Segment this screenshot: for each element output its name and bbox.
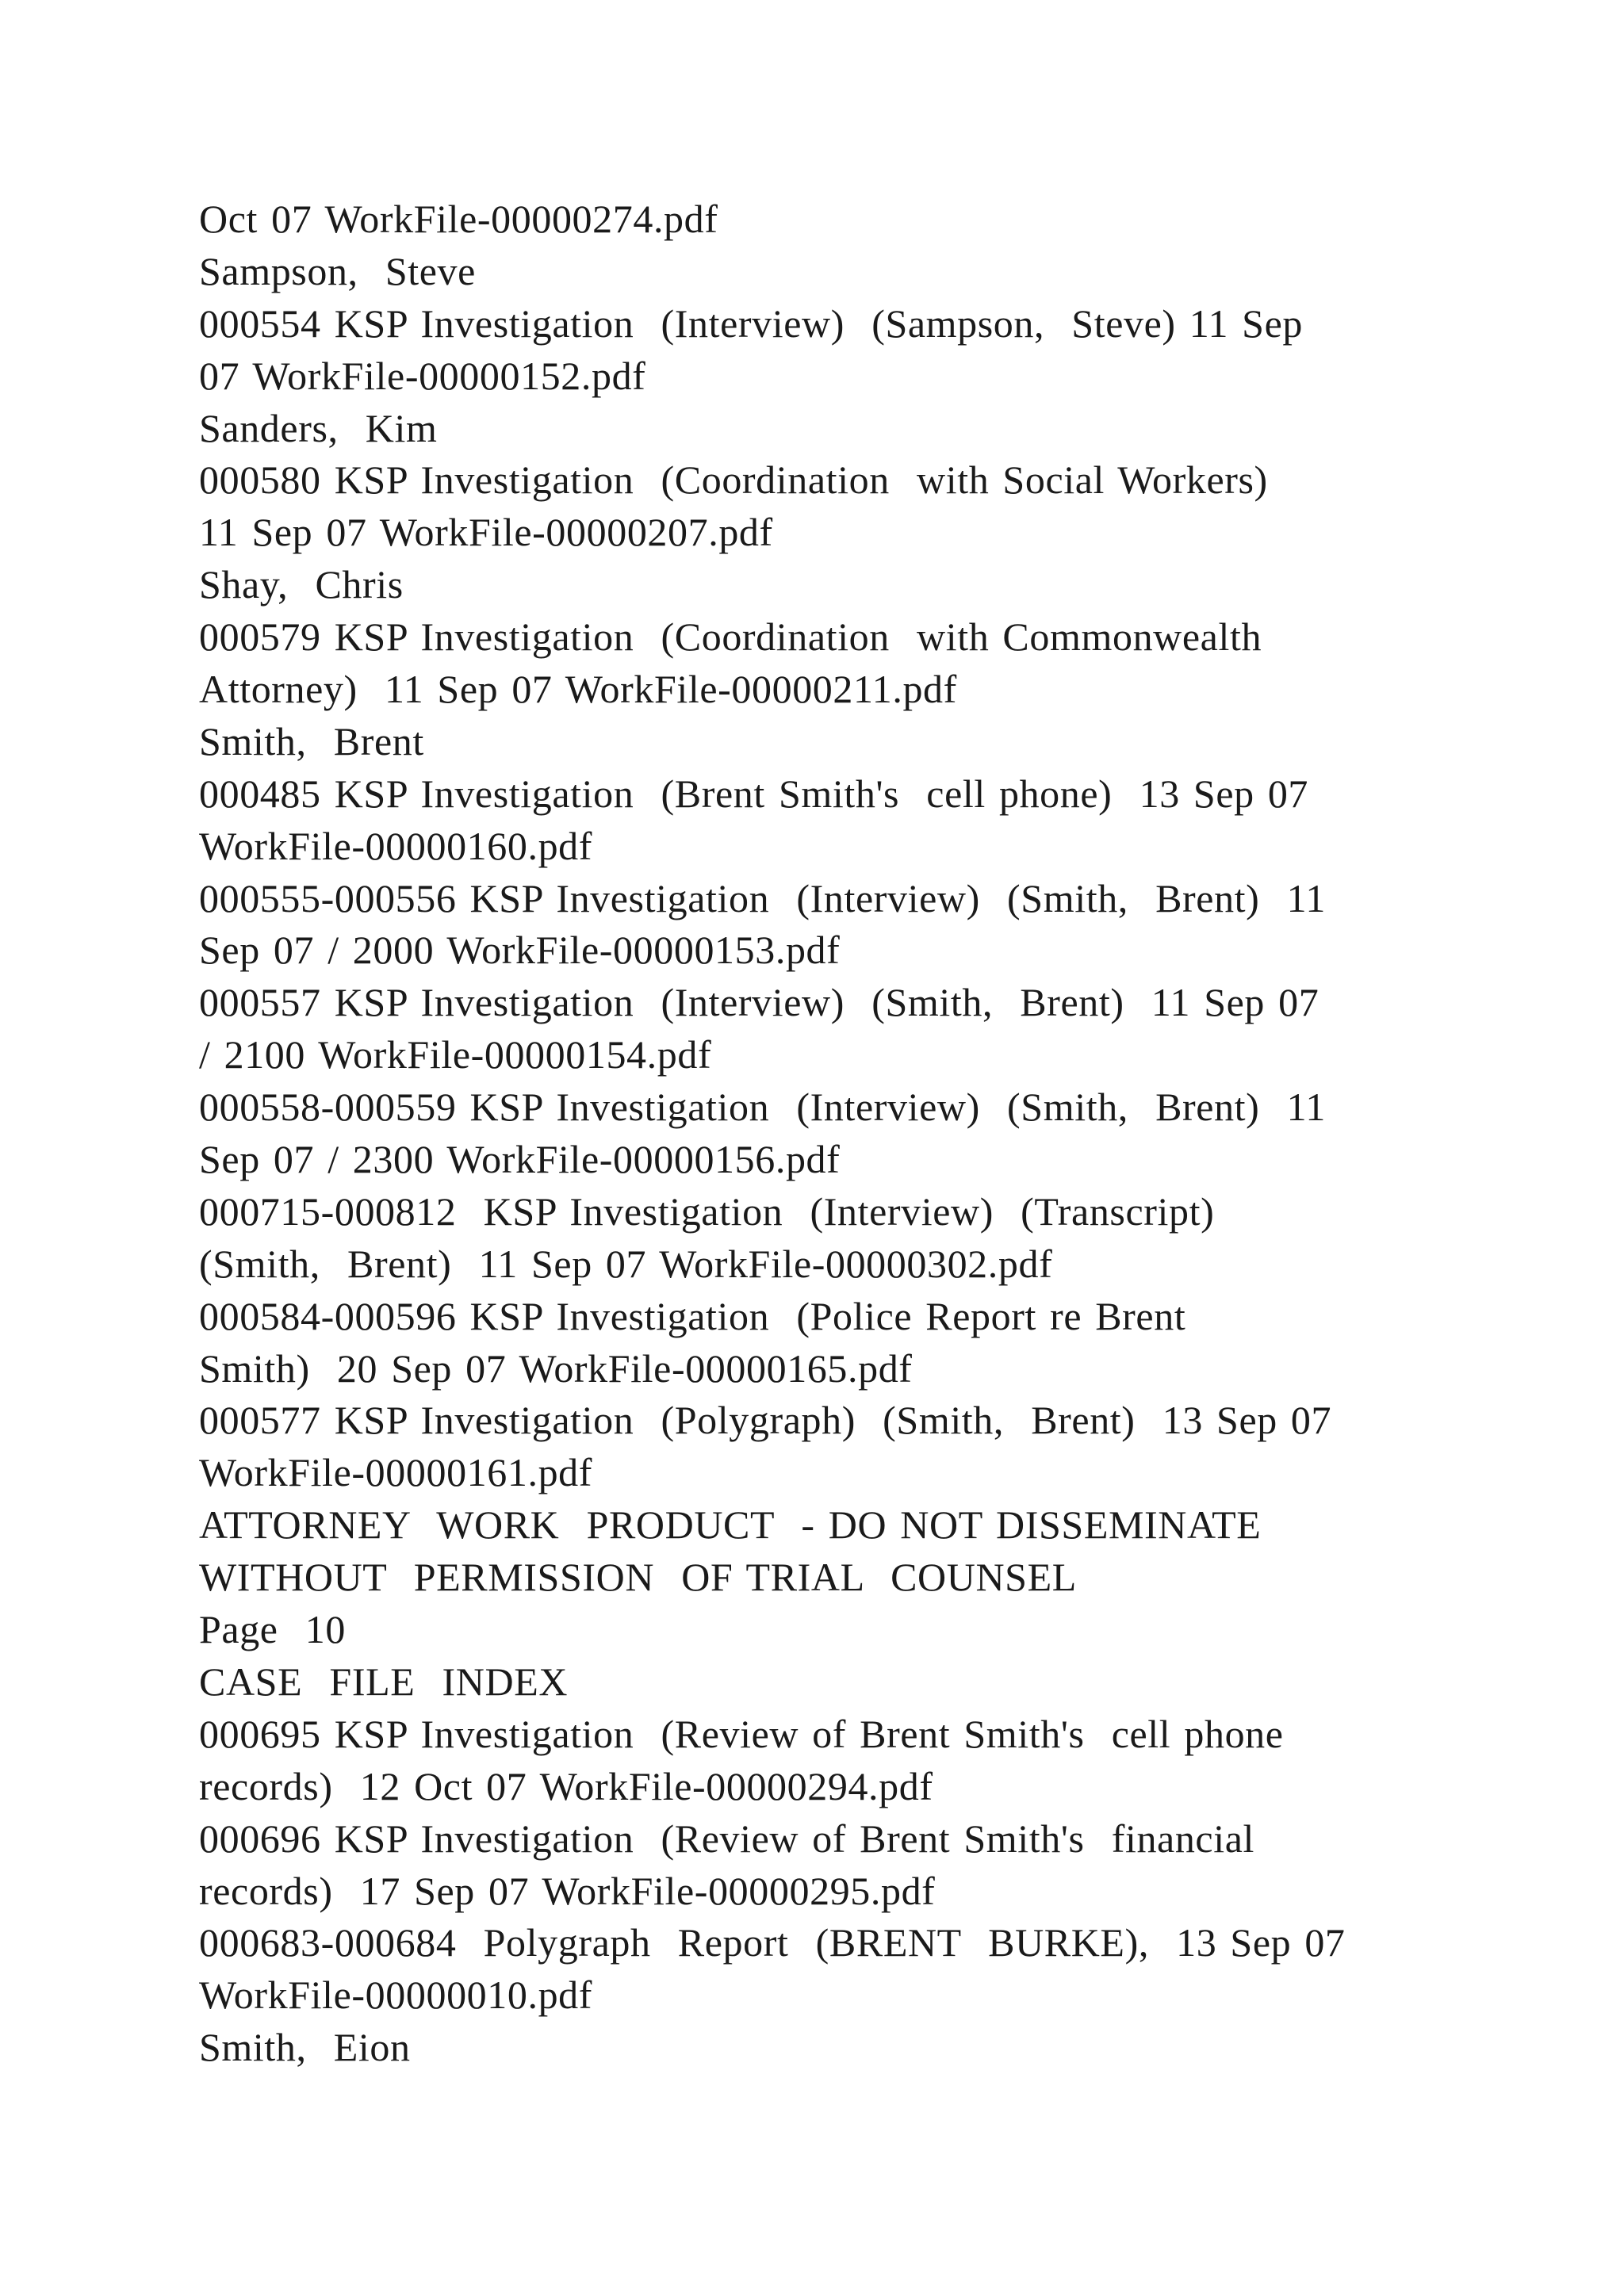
text-line: 000554 KSP Investigation (Interview) (Sampson, Steve) 11 Sep <box>199 300 1303 346</box>
text-line: Shay, Chris <box>199 562 404 607</box>
text-line: 000555-000556 KSP Investigation (Interview) (Smith, Brent) 11 <box>199 875 1326 920</box>
text-line: 11 Sep 07 WorkFile-00000207.pdf <box>199 510 773 555</box>
text-line: 000715-000812 KSP Investigation (Interview) (Transcript) <box>199 1188 1215 1234</box>
text-line: Page 10 <box>199 1607 346 1652</box>
text-line: 000584-000596 KSP Investigation (Police Report re Brent <box>199 1293 1186 1338</box>
text-line: Oct 07 WorkFile-00000274.pdf <box>199 197 718 241</box>
text-line: 07 WorkFile-00000152.pdf <box>199 353 646 398</box>
text-line: Smith, Brent <box>199 718 424 763</box>
text-line: 000557 KSP Investigation (Interview) (Smith, Brent) 11 Sep 07 <box>199 980 1320 1025</box>
text-line: 000580 KSP Investigation (Coordination with Social Workers) <box>199 457 1268 503</box>
text-line: / 2100 WorkFile-00000154.pdf <box>199 1032 712 1077</box>
text-line: Attorney) 11 Sep 07 WorkFile-00000211.pdf <box>199 667 957 712</box>
case-file-index-text <box>199 193 1468 2074</box>
text-line: 000485 KSP Investigation (Brent Smith's cell phone) 13 Sep 07 <box>199 771 1309 816</box>
text-line: records) 12 Oct 07 WorkFile-00000294.pdf <box>199 1763 933 1808</box>
text-line: 000577 KSP Investigation (Polygraph) (Smith, Brent) 13 Sep 07 <box>199 1398 1332 1443</box>
text-line: Sep 07 / 2300 WorkFile-00000156.pdf <box>199 1137 841 1182</box>
text-line: Smith) 20 Sep 07 WorkFile-00000165.pdf <box>199 1345 913 1391</box>
text-line: (Smith, Brent) 11 Sep 07 WorkFile-00000302.pdf <box>199 1241 1053 1286</box>
text-line: Sep 07 / 2000 WorkFile-00000153.pdf <box>199 928 841 973</box>
text-line: CASE FILE INDEX <box>199 1659 569 1704</box>
text-line: Smith, Eion <box>199 2025 411 2070</box>
text-line: records) 17 Sep 07 WorkFile-00000295.pdf <box>199 1868 936 1913</box>
text-line: Sanders, Kim <box>199 405 438 450</box>
text-line: WorkFile-00000161.pdf <box>199 1450 593 1495</box>
text-line: WorkFile-00000010.pdf <box>199 1973 593 2018</box>
text-line: WorkFile-00000160.pdf <box>199 823 593 868</box>
text-line: 000579 KSP Investigation (Coordination with Commonwealth <box>199 614 1262 660</box>
text-line: 000695 KSP Investigation (Review of Brent Smith's cell phone <box>199 1711 1284 1756</box>
text-line: 000683-000684 Polygraph Report (BRENT BURKE), 13 Sep 07 <box>199 1920 1346 1965</box>
text-line: ATTORNEY WORK PRODUCT - DO NOT DISSEMINATE <box>199 1502 1262 1548</box>
text-line: 000558-000559 KSP Investigation (Interview) (Smith, Brent) 11 <box>199 1085 1326 1130</box>
text-line: 000696 KSP Investigation (Review of Brent Smith's financial <box>199 1816 1254 1861</box>
text-line: WITHOUT PERMISSION OF TRIAL COUNSEL <box>199 1555 1077 1600</box>
text-line: Sampson, Steve <box>199 248 476 293</box>
